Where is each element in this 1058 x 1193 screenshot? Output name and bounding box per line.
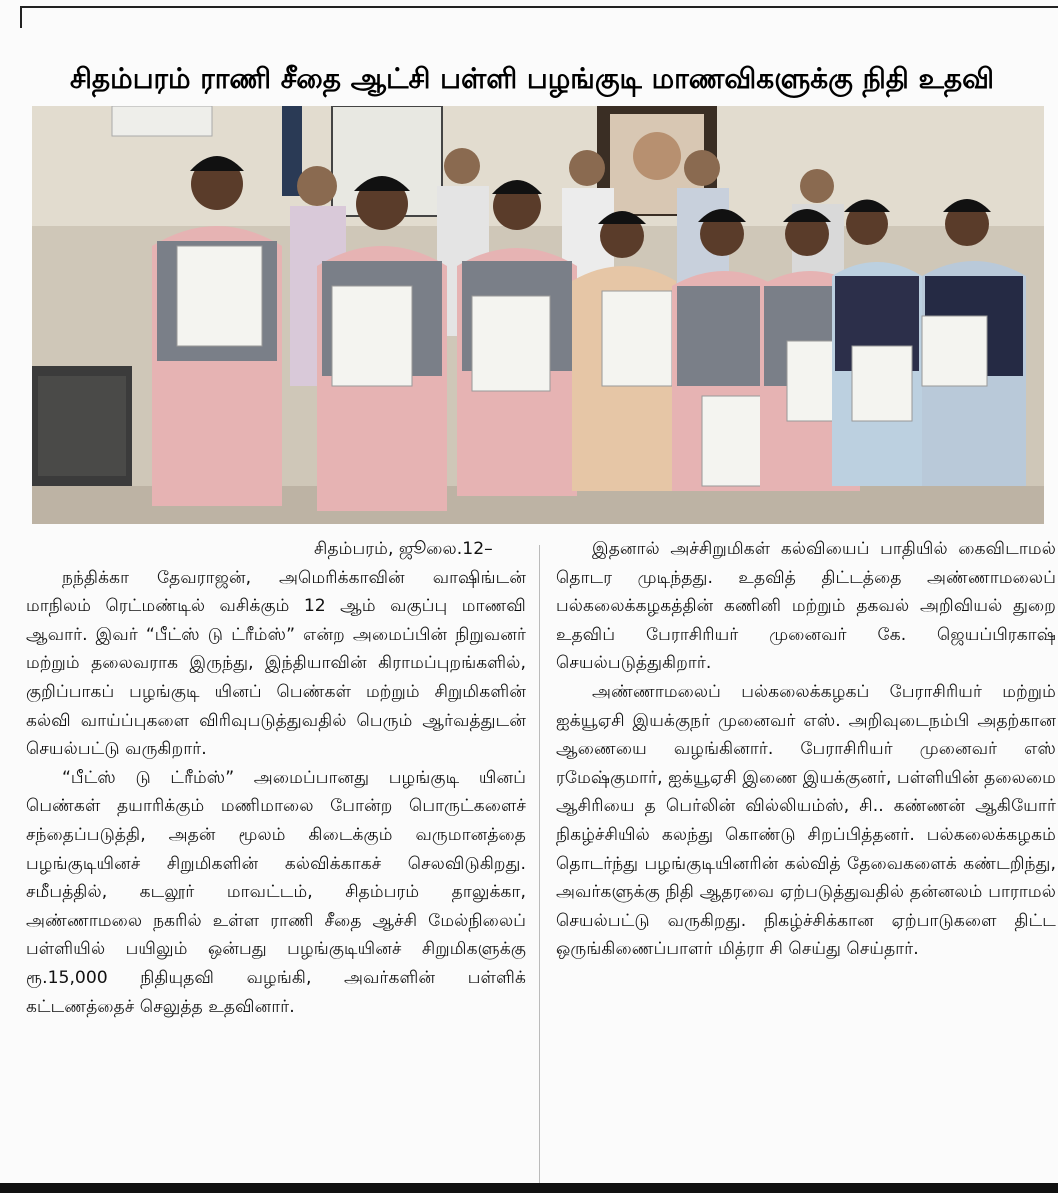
students-group-photo	[32, 106, 1044, 524]
dateline: சிதம்பரம், ஜூலை.12–	[314, 539, 493, 559]
top-left-rule	[20, 6, 22, 28]
headline: சிதம்பரம் ராணி சீதை ஆட்சி பள்ளி பழங்குடி மாணவிகளுக்கு நிதி உதவி	[70, 62, 994, 96]
article-column-left	[26, 535, 526, 1021]
bottom-rule	[0, 1183, 1058, 1193]
article-paragraph: அண்ணாமலைப் பல்கலைக்கழகப் பேராசிரியர் மற்றும் ஐக்யூஏசி இயக்குநர் முனைவர் எஸ். அறிவுடைநம்பி அதற்கான ஆணையை வழங்கினார். பேராசிரியர் முனைவர் எஸ் ரமேஷ்குமார், ஐக்யூஏசி இணை இயக்குனர், பள்ளியின் தலைமை ஆசிரியை த பெர்லின் வில்லியம்ஸ், சி.. கண்ணன் ஆகியோர் நிகழ்ச்சியில் கலந்து கொண்டு சிறப்பித்தனர். பல்கலைக்கழகம் தொடர்ந்து பழங்குடியினரின் கல்வித் தேவைகளைக் கண்டறிந்து, அவர்களுக்கு நிதி ஆதரவை ஏற்படுத்துவதில் தன்னலம் பாராமல் செயல்பட்டு வருகிறது. நிகழ்ச்சிக்கான ஏற்பாடுகளை திட்ட ஒருங்கிணைப்பாளர் மித்ரா சி செய்து செய்தார்.	[556, 681, 1056, 960]
article-paragraph: நந்திக்கா தேவராஜன், அமெரிக்காவின் வாஷிங்டன் மாநிலம் ரெட்மண்டில் வசிக்கும் 12 ஆம் வகுப்பு மாணவி ஆவார். இவர் “பீட்ஸ் டு ட்ரீம்ஸ்” என்ற அமைப்பின் நிறுவனர் மற்றும் தலைவராக இருந்து, இந்தியாவின் கிராமப்புறங்களில், குறிப்பாகப் பழங்குடி யினப் பெண்கள் மற்றும் சிறுமிகளின் கல்வி வாய்ப்புகளை விரிவுபடுத்துவதில் பெரும் ஆர்வத்துடன் செயல்பட்டு வருகிறார்.	[26, 567, 526, 760]
article-paragraph: இதனால் அச்சிறுமிகள் கல்வியைப் பாதியில் கைவிடாமல் தொடர முடிந்தது. உதவித் திட்டத்தை அண்ணாமலைப் பல்கலைக்கழகத்தின் கணினி மற்றும் தகவல் அறிவியல் துறை உதவிப் பேராசிரியர் முனைவர் கே. ஜெயப்பிரகாஷ் செயல்படுத்துகிறார்.	[556, 539, 1056, 674]
article-column-right	[556, 535, 1056, 964]
top-rule	[20, 6, 1058, 8]
article-paragraph: “பீட்ஸ் டு ட்ரீம்ஸ்” அமைப்பானது பழங்குடி யினப் பெண்கள் தயாரிக்கும் மணிமாலை போன்ற பொருட்களைச் சந்தைப்படுத்தி, அதன் மூலம் கிடைக்கும் வருமானத்தை பழங்குடியினச் சிறுமிகளின் கல்விக்காகச் செலவிடுகிறது. சமீபத்தில், கடலூர் மாவட்டம், சிதம்பரம் தாலுக்கா, அண்ணாமலை நகரில் உள்ள ராணி சீதை ஆச்சி மேல்நிலைப் பள்ளியில் பயிலும் ஒன்பது பழங்குடியினச் சிறுமிகளுக்கு ரூ.15,000 நிதியுதவி வழங்கி, அவர்களின் பள்ளிக் கட்டணத்தைச் செலுத்த உதவினார்.	[26, 767, 526, 1017]
news-photo	[32, 106, 1044, 524]
column-divider	[539, 545, 540, 1185]
